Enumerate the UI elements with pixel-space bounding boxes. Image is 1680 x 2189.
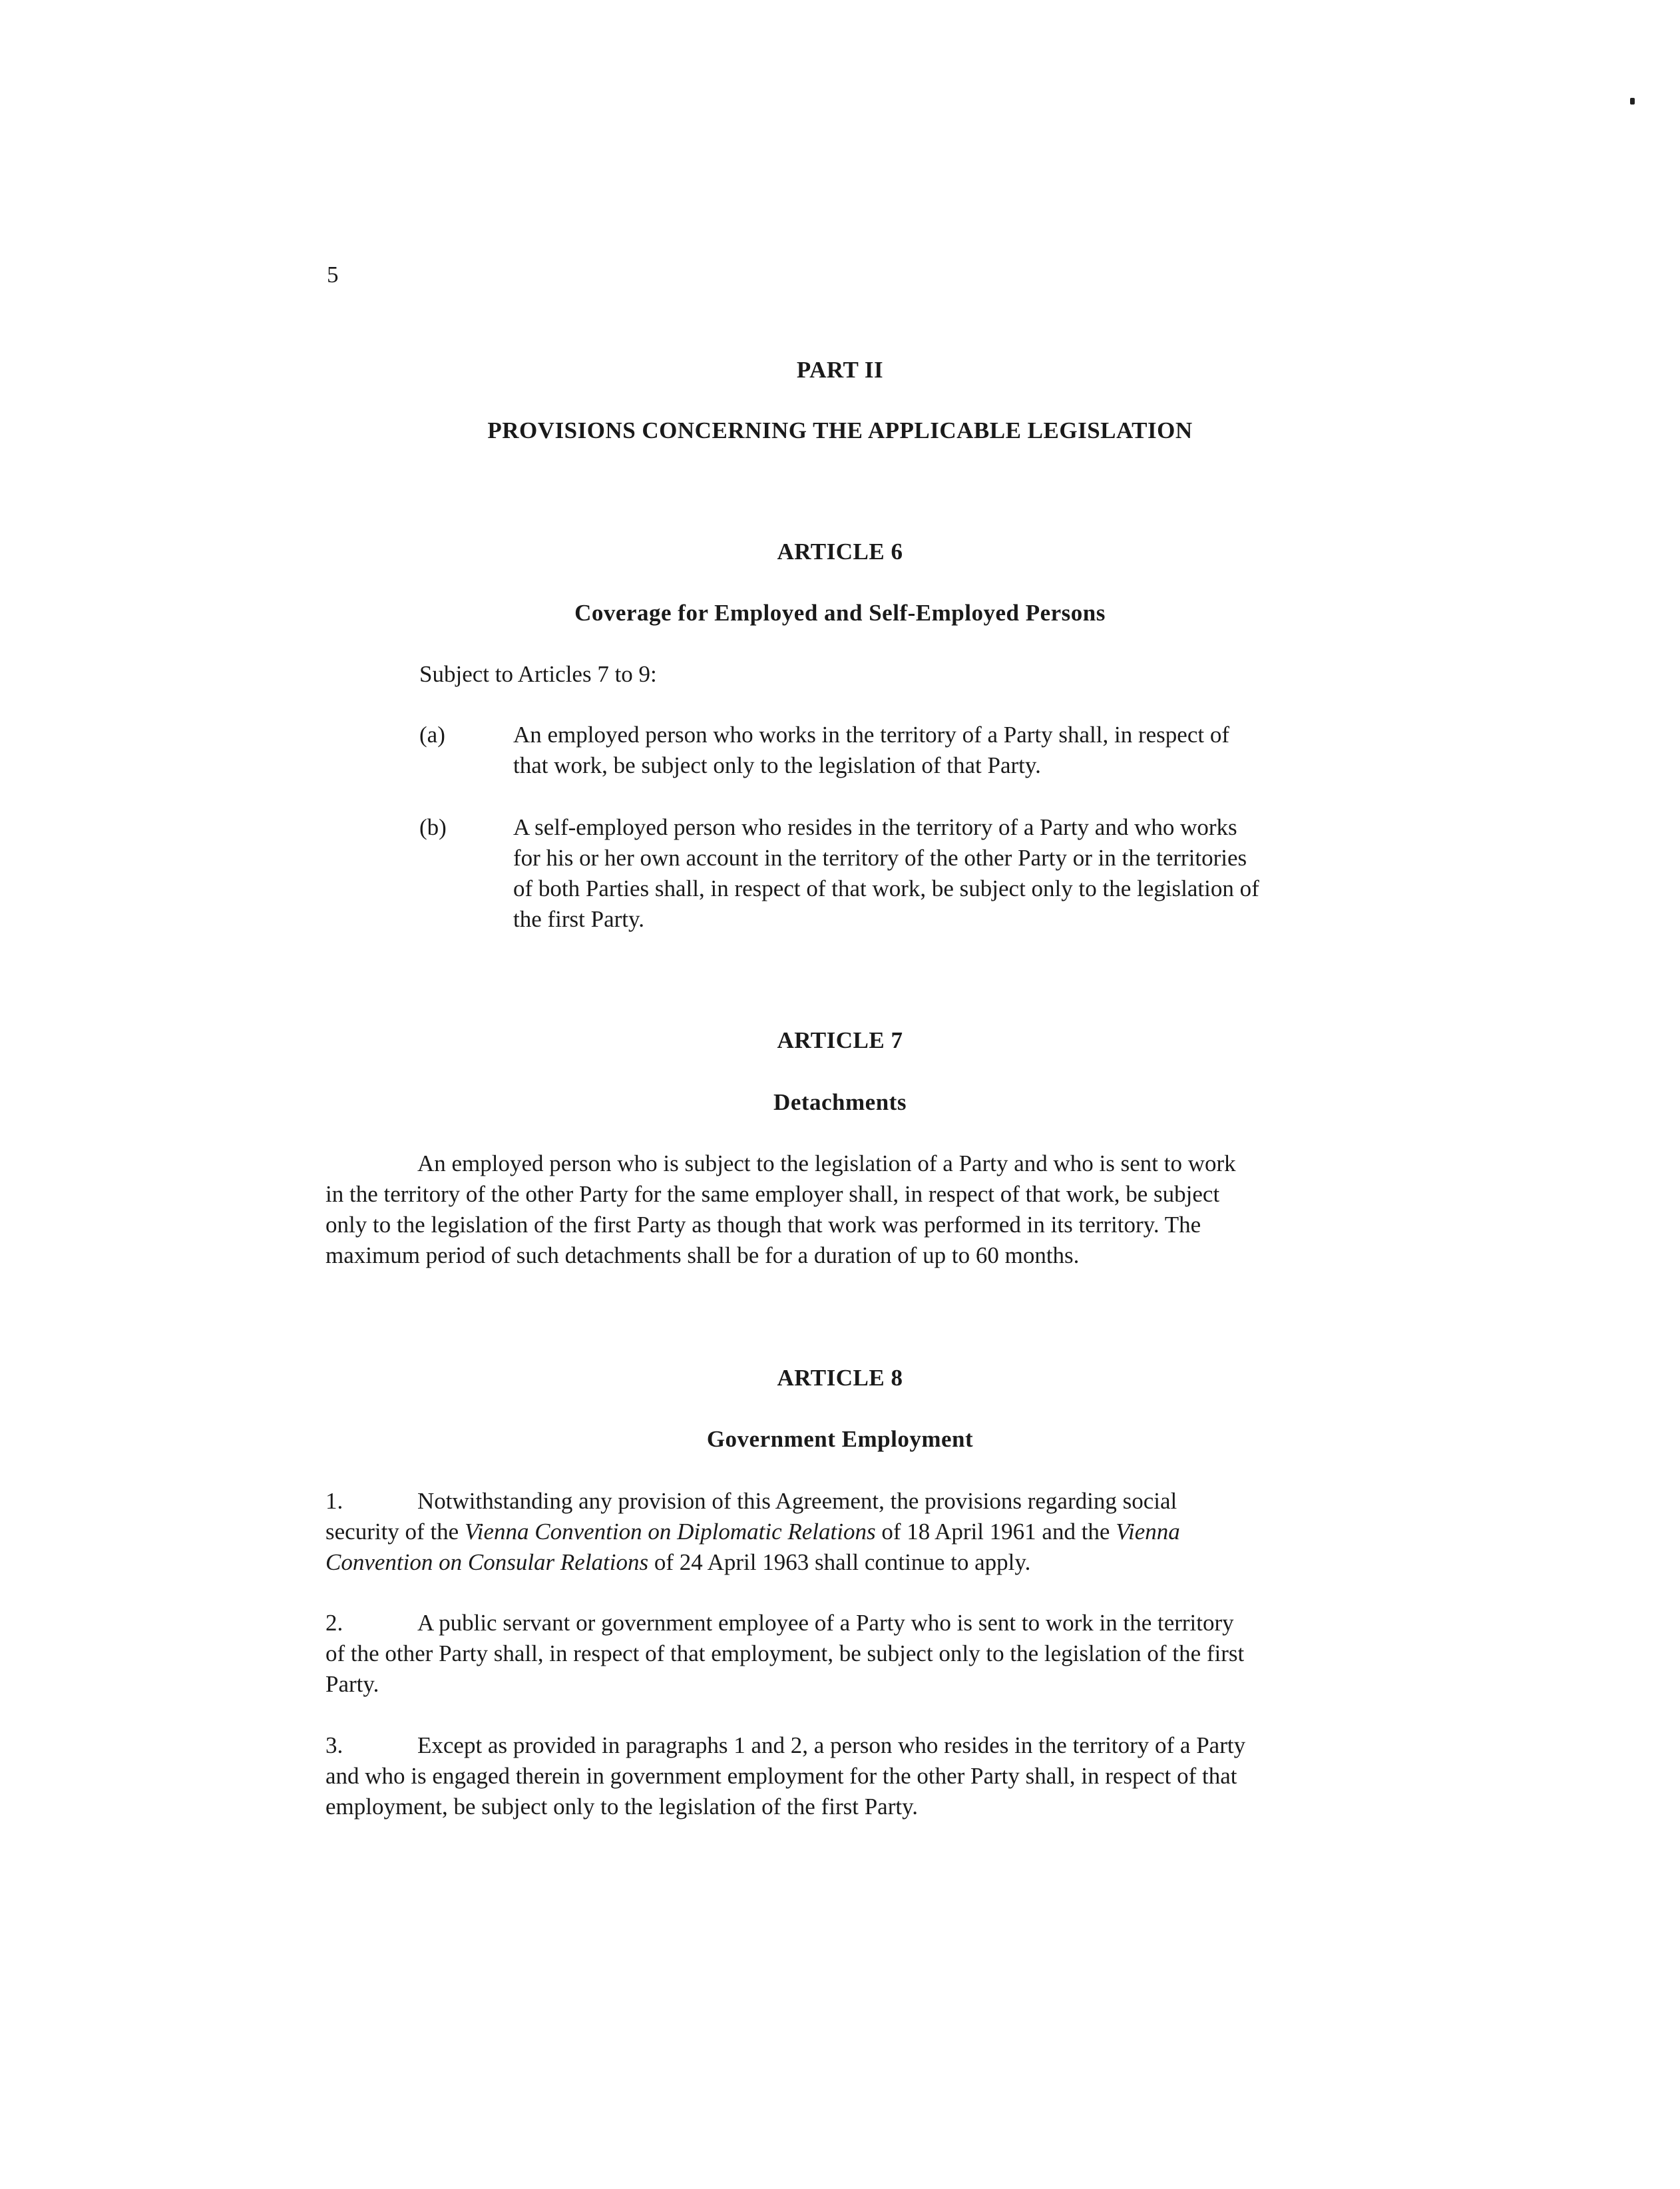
article-6-intro: Subject to Articles 7 to 9:	[419, 661, 657, 687]
article-7-text	[325, 1148, 1364, 1271]
article-8-title: Government Employment	[706, 1426, 974, 1452]
item-line: A self-employed person who resides in the territory of a Party and who works	[513, 814, 1237, 840]
text-line: maximum period of such detachments shall be for a duration of up to 60 months.	[325, 1242, 1080, 1268]
text-line: in the territory of the other Party for the same employer shall, in respect of that work, be subject	[325, 1181, 1220, 1207]
text-line: An employed person who is subject to the legislation of a Party and who is sent to work	[417, 1150, 1236, 1176]
text-line: 3. Except as provided in paragraphs 1 and 2, a person who resides in the territory of a Party	[325, 1730, 1364, 1761]
article-7-heading: ARTICLE 7	[777, 1027, 903, 1053]
article-7-title: Detachments	[773, 1089, 907, 1115]
treaty-title: Convention on Consular Relations	[325, 1549, 649, 1575]
text-line: Party.	[325, 1671, 379, 1697]
paragraph-number: 2.	[325, 1610, 343, 1636]
article-6-title: Coverage for Employed and Self-Employed Persons	[574, 600, 1106, 626]
item-line: the first Party.	[513, 906, 644, 932]
item-marker: (b)	[419, 814, 447, 840]
part-title: PART II	[796, 357, 884, 383]
article-8-paragraph-2	[325, 1608, 1364, 1700]
text-line: security of the Vienna Convention on Diplomatic Relations of 18 April 1961 and the Vienna	[325, 1519, 1180, 1545]
text-line: of the other Party shall, in respect of that employment, be subject only to the legislation of the first	[325, 1640, 1245, 1666]
article-8-heading: ARTICLE 8	[777, 1365, 903, 1391]
article-8-paragraph-1	[325, 1486, 1364, 1578]
text-line: and who is engaged therein in government employment for the other Party shall, in respect of that	[325, 1763, 1237, 1789]
treaty-title: Vienna	[1116, 1519, 1180, 1545]
text-line: employment, be subject only to the legislation of the first Party.	[325, 1794, 919, 1820]
treaty-title: Vienna Convention on Diplomatic Relations	[464, 1519, 876, 1545]
item-marker: (a)	[419, 722, 445, 748]
article-6-heading: ARTICLE 6	[777, 539, 903, 565]
text-line: only to the legislation of the first Party as though that work was performed in its territory. The	[325, 1212, 1201, 1238]
part-subtitle: PROVISIONS CONCERNING THE APPLICABLE LEGISLATION	[487, 417, 1193, 443]
page-number: 5	[327, 262, 339, 288]
text-line: 1. Notwithstanding any provision of this Agreement, the provisions regarding social	[325, 1486, 1364, 1517]
item-line: of both Parties shall, in respect of that work, be subject only to the legislation of	[513, 875, 1259, 901]
item-text	[513, 720, 1680, 781]
item-line: that work, be subject only to the legislation of that Party.	[513, 752, 1041, 778]
item-line: for his or her own account in the territory of the other Party or in the territories	[513, 845, 1247, 871]
text-line: 2. A public servant or government employee of a Party who is sent to work in the territory	[325, 1608, 1364, 1638]
item-text	[513, 812, 1680, 935]
paragraph-number: 3.	[325, 1732, 343, 1758]
scan-speck	[1630, 98, 1635, 105]
item-line: An employed person who works in the territory of a Party shall, in respect of	[513, 722, 1229, 748]
paragraph-number: 1.	[325, 1488, 343, 1514]
text-line: Convention on Consular Relations of 24 April 1963 shall continue to apply.	[325, 1549, 1031, 1575]
article-8-paragraph-3	[325, 1730, 1364, 1822]
